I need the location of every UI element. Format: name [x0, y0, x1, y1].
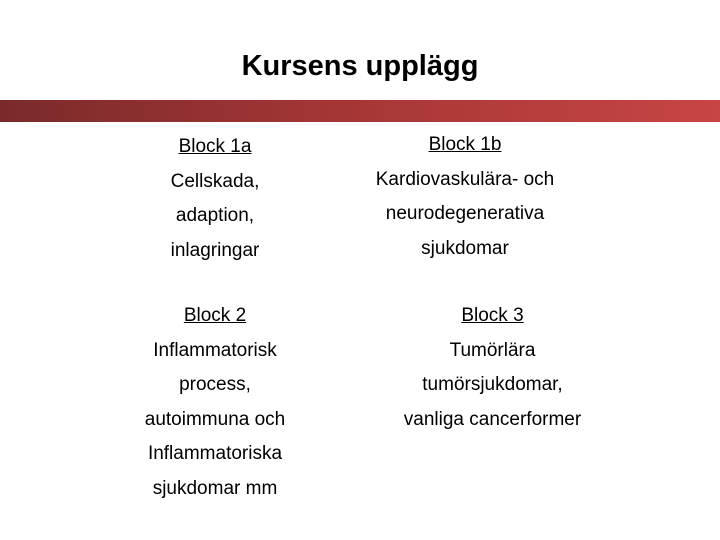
course-block-2: [105, 299, 325, 506]
block-text-line: sjukdomar mm: [152, 477, 278, 499]
course-block-1b: [340, 128, 590, 266]
block-text-line: inlagringar: [170, 239, 260, 261]
block-text-line: vanliga cancerformer: [403, 408, 582, 430]
block-text-line: tumörsjukdomar,: [422, 374, 563, 395]
block-text-line: autoimmuna och: [144, 408, 286, 430]
block-text-line: process,: [179, 374, 251, 395]
block-text-line: Tumörlära: [449, 339, 536, 361]
block-heading: Block 3: [461, 305, 524, 326]
course-block-1a: [105, 130, 325, 268]
block-text-line: adaption,: [175, 205, 255, 226]
block-heading: Block 1a: [178, 136, 252, 157]
block-text-line: neurodegenerativa: [385, 203, 545, 224]
block-text-line: Inflammatorisk: [153, 339, 277, 361]
slide-title: Kursens upplägg: [241, 50, 479, 82]
block-heading: Block 2: [183, 305, 247, 326]
block-text-line: Inflammatoriska: [147, 443, 283, 464]
block-text-line: Cellskada,: [170, 170, 260, 192]
course-block-3: [370, 299, 615, 437]
block-text-line: sjukdomar: [421, 237, 509, 259]
title-divider-bar: [0, 100, 720, 122]
block-text-line: Kardiovaskulära- och: [375, 168, 555, 190]
block-heading: Block 1b: [428, 134, 502, 155]
